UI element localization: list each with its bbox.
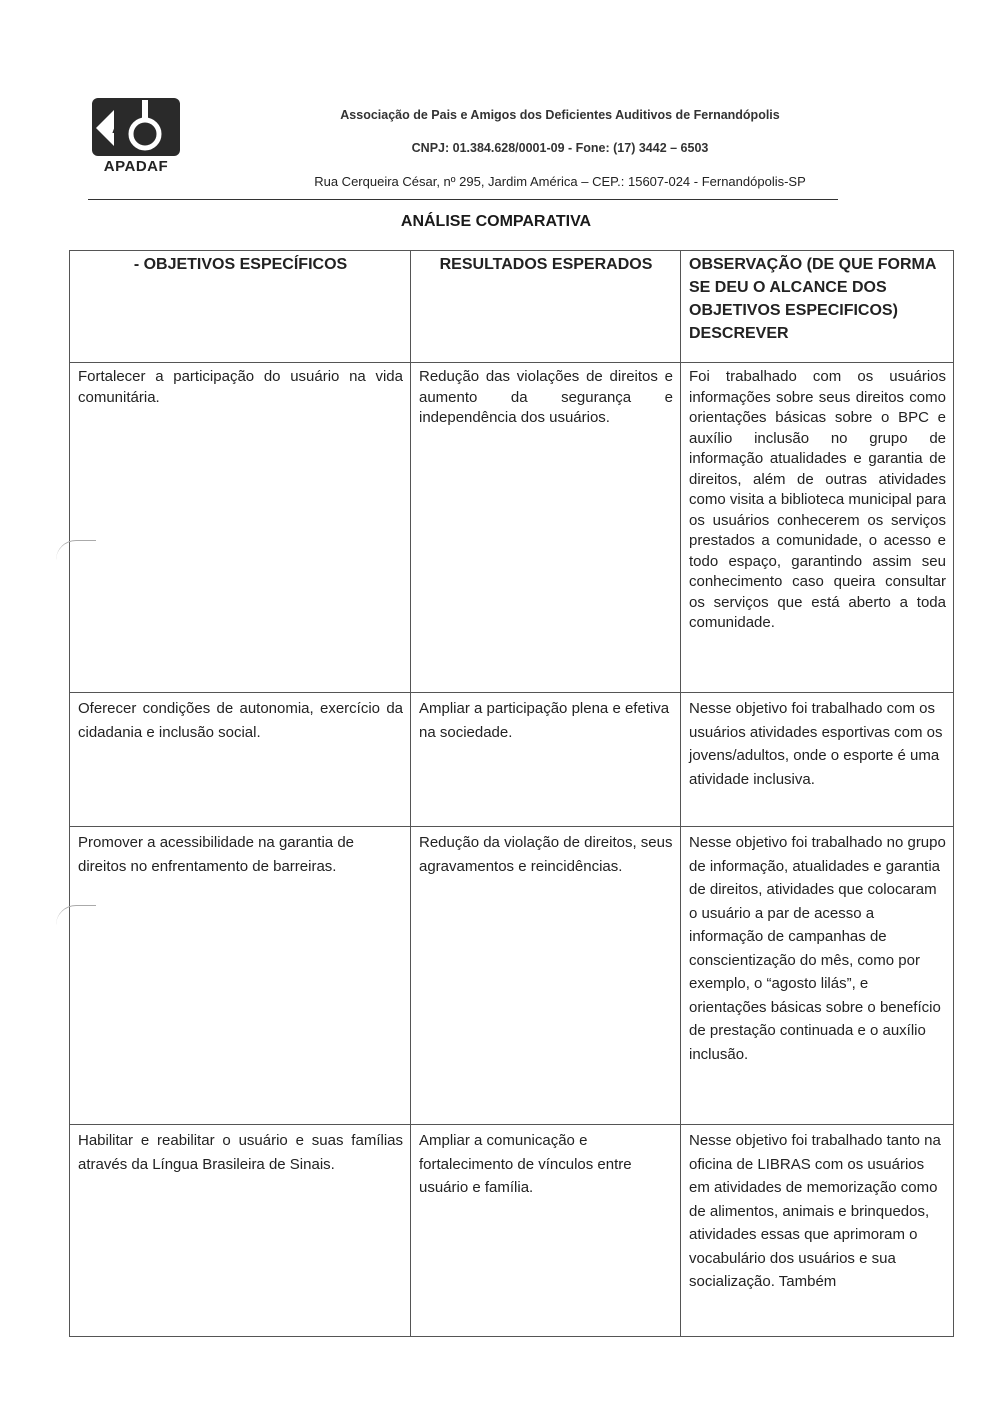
logo-text: APADAF — [103, 158, 169, 175]
row-observacao: Nesse objetivo foi trabalhado com os usuários atividades esportivas com os jovens/adultos, onde o esporte é uma atividade inclusiva. — [681, 693, 954, 827]
header-observacao: OBSERVAÇÃO (DE QUE FORMA SE DEU O ALCANCE DOS OBJETIVOS ESPECIFICOS) DESCREVER — [681, 251, 954, 363]
row-objetivo: Oferecer condições de autonomia, exercício da cidadania e inclusão social. — [70, 693, 411, 827]
table-row — [70, 1125, 954, 1337]
row-resultado: Redução da violação de direitos, seus agravamentos e reincidências. — [411, 827, 681, 1125]
svg-text:A: A — [112, 120, 123, 136]
header-divider — [88, 199, 838, 200]
row-resultado: Redução das violações de direitos e aumento da segurança e independência dos usuários. — [411, 363, 681, 693]
row-observacao: Foi trabalhado com os usuários informações sobre seus direitos como orientações básicas sobre o BPC e auxílio inclusão no grupo de informação atualidades e garantia de direitos, além de outras atividades como visita a biblioteca municipal para os usuários conhecerem os serviços prestados a comunidade, o acesso e todo espaço, garantindo assim seu conhecimento caso queira consultar os serviços que está aberto a toda comunidade. — [681, 363, 954, 693]
table-header-row — [70, 251, 954, 363]
margin-mark — [56, 905, 96, 926]
apadaf-logo-icon — [90, 96, 182, 158]
organization-address: Rua Cerqueira César, nº 295, Jardim América – CEP.: 15607-024 - Fernandópolis-SP — [314, 174, 806, 189]
row-objetivo: Fortalecer a participação do usuário na vida comunitária. — [70, 363, 411, 693]
row-objetivo: Habilitar e reabilitar o usuário e suas famílias através da Língua Brasileira de Sinais. — [70, 1125, 411, 1337]
header-resultados: RESULTADOS ESPERADOS — [411, 251, 681, 363]
row-objetivo: Promover a acessibilidade na garantia de direitos no enfrentamento de barreiras. — [70, 827, 411, 1125]
margin-mark — [56, 540, 96, 561]
header-objetivos: - OBJETIVOS ESPECÍFICOS — [70, 251, 411, 363]
row-resultado: Ampliar a participação plena e efetiva na sociedade. — [411, 693, 681, 827]
row-observacao: Nesse objetivo foi trabalhado no grupo de informação, atualidades e garantia de direitos, atividades que colocaram o usuário a par de acesso a informação de campanhas de conscientização do mês, como por exemplo, o “agosto lilás”, e orientações básicas sobre o benefício de prestação continuada e o auxílio inclusão. — [681, 827, 954, 1125]
row-resultado: Ampliar a comunicação e fortalecimento de vínculos entre usuário e família. — [411, 1125, 681, 1337]
apadaf-logo — [90, 96, 182, 176]
row-observacao: Nesse objetivo foi trabalhado tanto na oficina de LIBRAS com os usuários em atividades de memorização como de alimentos, animais e brinquedos, atividades essas que aprimoram o vocabulário dos usuários e sua socialização. Também — [681, 1125, 954, 1337]
organization-name: Associação de Pais e Amigos dos Deficientes Auditivos de Fernandópolis — [340, 108, 780, 122]
table-row — [70, 363, 954, 693]
document-title: ANÁLISE COMPARATIVA — [400, 213, 592, 230]
table-row — [70, 693, 954, 827]
table-row — [70, 827, 954, 1125]
organization-cnpj-phone: CNPJ: 01.384.628/0001-09 - Fone: (17) 3442 – 6503 — [411, 141, 709, 155]
comparative-table — [69, 250, 954, 1337]
